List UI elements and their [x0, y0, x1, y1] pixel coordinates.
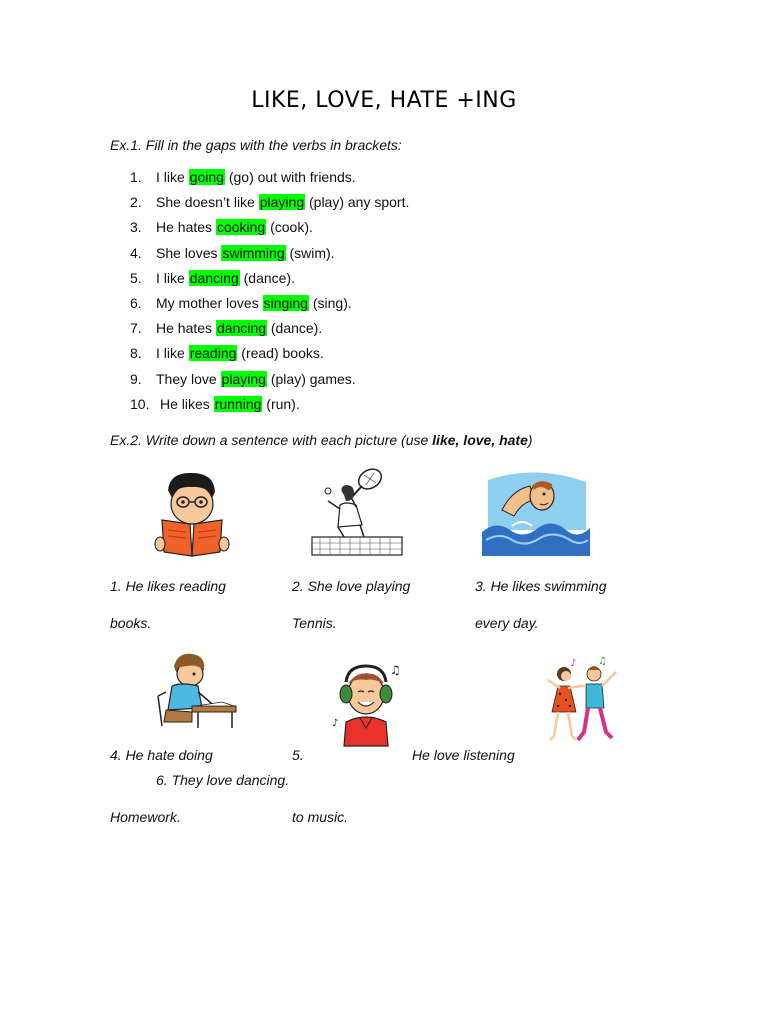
answer-highlight: dancing [189, 269, 239, 286]
item-text-after: (read) books. [237, 345, 324, 362]
answer-highlight: swimming [222, 244, 285, 261]
item-text-before: He hates [156, 219, 216, 236]
ex2-instruction-prefix: Ex.2. Write down a sentence with each picture (use [110, 432, 433, 448]
svg-text:♪: ♪ [332, 718, 339, 729]
caption-6-line: 6. They love dancing. [156, 772, 290, 788]
list-item [130, 393, 409, 418]
list-item [130, 166, 409, 191]
item-text-after: (dance). [239, 269, 295, 286]
dancing-couple-picture [540, 656, 624, 748]
list-item [130, 191, 409, 216]
item-text-after: (go) out with friends. [224, 169, 356, 185]
list-item [130, 292, 409, 317]
item-text-after: (run). [262, 395, 300, 412]
answer-highlight: singing [263, 294, 308, 311]
list-item [130, 342, 409, 367]
caption-2-line2: Tennis. [292, 615, 337, 631]
answer-highlight: cooking [216, 219, 266, 236]
caption-1-line2: books. [110, 615, 152, 631]
ex2-instruction [110, 432, 533, 448]
item-text-before: They love [156, 370, 221, 387]
tennis-player-picture [310, 465, 405, 557]
item-number: 10. [130, 395, 150, 412]
ex2-instruction-suffix: ) [527, 432, 533, 448]
caption-5-line2: to music. [292, 809, 349, 825]
item-number: 4. [130, 244, 142, 261]
list-item [130, 317, 409, 342]
item-text-before: I like [156, 169, 189, 185]
caption-4-line1: 4. He hate doing [110, 747, 213, 763]
list-item [130, 242, 409, 267]
answer-highlight: playing [259, 194, 305, 211]
item-text-after: (play) any sport. [305, 194, 410, 211]
caption-3-line1: 3. He likes swimming [475, 578, 607, 594]
ex2-instruction-bold: like, love, hate [432, 432, 528, 448]
item-number: 3. [130, 219, 142, 236]
item-number: 2. [130, 194, 142, 211]
boy-homework-picture [152, 652, 238, 730]
item-number: 1. [130, 169, 142, 185]
item-text-before: My mother loves [156, 294, 263, 311]
item-text-after: (sing). [308, 294, 352, 311]
boy-headphones-picture [330, 660, 406, 748]
answer-highlight: dancing [216, 320, 266, 337]
item-text-before: He likes [160, 395, 214, 412]
answer-highlight: playing [221, 370, 266, 387]
svg-text:♫: ♫ [598, 656, 607, 667]
item-number: 8. [130, 345, 142, 362]
item-text-before: I like [156, 345, 189, 362]
item-number: 9. [130, 370, 142, 387]
item-text-before: She loves [156, 244, 222, 261]
item-number: 5. [130, 269, 142, 286]
item-text-after: (cook). [266, 219, 313, 236]
item-number: 7. [130, 320, 142, 337]
caption-4-line2: Homework. [110, 809, 181, 825]
answer-highlight: running [214, 395, 262, 412]
list-item [130, 216, 409, 241]
caption-3-line2: every day. [475, 615, 539, 631]
boy-reading-picture [152, 470, 232, 558]
svg-text:♪: ♪ [570, 658, 577, 669]
page-title: LIKE, LOVE, HATE +ING [251, 88, 517, 113]
svg-text:♫: ♫ [390, 663, 401, 677]
list-item [130, 267, 409, 292]
item-text-after: (play) games. [266, 370, 356, 387]
ex1-list [130, 166, 409, 418]
item-text-before: He hates [156, 320, 216, 337]
caption-5-line1: He love listening [412, 747, 515, 763]
list-item [130, 368, 409, 393]
item-text-before: She doesn’t like [156, 194, 259, 211]
caption-1-line1: 1. He likes reading [110, 578, 226, 594]
item-text-after: (swim). [285, 244, 335, 261]
answer-highlight: reading [189, 345, 237, 362]
caption-2-line1: 2. She love playing [292, 578, 411, 594]
caption-5-number: 5. [292, 747, 304, 763]
ex1-instruction: Ex.1. Fill in the gaps with the verbs in brackets: [110, 137, 402, 153]
answer-highlight: going [189, 169, 224, 185]
item-text-before: I like [156, 269, 189, 286]
swimmer-picture [482, 470, 590, 556]
item-number: 6. [130, 294, 142, 311]
item-text-after: (dance). [266, 320, 323, 337]
